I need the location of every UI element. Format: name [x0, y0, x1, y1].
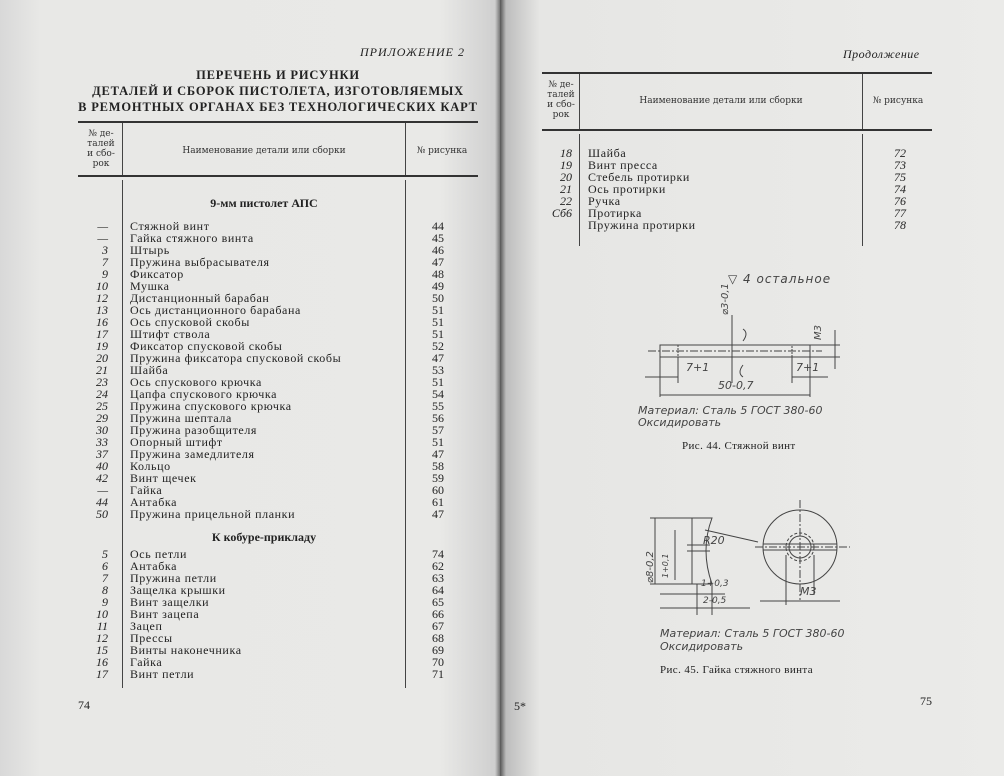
figure-number: 51 — [432, 303, 444, 317]
part-number: 42 — [96, 471, 108, 485]
part-name: Гайка стяжного винта — [130, 231, 254, 245]
part-number: 9 — [102, 267, 108, 281]
part-number: 44 — [96, 495, 108, 509]
part-number: 17 — [96, 327, 108, 341]
part-name: Ось спускового крючка — [130, 375, 262, 389]
figure-number: 49 — [432, 279, 444, 293]
part-name: Стебель протирки — [588, 170, 690, 184]
table-row — [500, 171, 1000, 183]
header-part-name: Наименование детали или сборки — [182, 146, 346, 156]
part-number: 30 — [96, 423, 108, 437]
part-number: 10 — [96, 607, 108, 621]
part-number: 15 — [96, 643, 108, 657]
length-dimension: 50-0,7 — [718, 379, 754, 392]
figure-number: 51 — [432, 375, 444, 389]
figure-number: 72 — [894, 146, 906, 160]
header-part-name: Наименование детали или сборки — [639, 96, 803, 106]
thread-dimension: M3 — [800, 585, 817, 598]
figure-number: 44 — [432, 219, 444, 233]
finish-note: Оксидировать — [660, 640, 744, 653]
right-page — [500, 0, 1004, 776]
table-row — [0, 472, 500, 484]
figure-number: 47 — [432, 507, 444, 521]
table-row — [0, 548, 500, 560]
figure-number: 75 — [894, 170, 906, 184]
thread-dimension: M3 — [813, 325, 824, 340]
part-name: Штырь — [130, 243, 170, 257]
part-number: 29 — [96, 411, 108, 425]
diameter-dimension: ⌀3-0,1 — [720, 283, 731, 315]
table-row — [0, 608, 500, 620]
table-row — [500, 183, 1000, 195]
part-name: Протирка — [588, 206, 642, 220]
part-number: 16 — [96, 315, 108, 329]
figure-number: 47 — [432, 351, 444, 365]
part-number: 20 — [96, 351, 108, 365]
part-name: Пружина петли — [130, 571, 217, 585]
header-figure-number: № рисунка — [416, 146, 468, 156]
table-row — [500, 207, 1000, 219]
part-name: Цапфа спускового крючка — [130, 387, 278, 401]
table-row — [0, 268, 500, 280]
table-row — [0, 560, 500, 572]
table-row — [0, 632, 500, 644]
table-top-rule — [542, 72, 932, 74]
finish-note: Оксидировать — [638, 416, 722, 429]
part-name: Пружина разобщителя — [130, 423, 258, 437]
table-row — [0, 668, 500, 680]
part-number: 33 — [96, 435, 108, 449]
thread-length-left: 7+1 — [686, 361, 710, 374]
part-name: Пружина фиксатора спусковой скобы — [130, 351, 342, 365]
part-name: Антабка — [130, 559, 178, 573]
part-number: 50 — [96, 507, 108, 521]
figure-number: 46 — [432, 243, 444, 257]
part-name: Винт защелки — [130, 595, 210, 609]
part-name: Пружина замедлителя — [130, 447, 255, 461]
figure-number: 77 — [894, 206, 906, 220]
part-name: Антабка — [130, 495, 178, 509]
part-name: Зацеп — [130, 619, 163, 633]
figure-number: 52 — [432, 339, 444, 353]
part-name: Гайка — [130, 483, 163, 497]
figure-number: 71 — [432, 667, 444, 681]
figure-number: 50 — [432, 291, 444, 305]
table-row — [0, 424, 500, 436]
left-page — [0, 0, 500, 776]
material-note: Материал: Сталь 5 ГОСТ 380-60 — [660, 627, 845, 640]
part-name: Шайба — [588, 146, 627, 160]
part-number: 12 — [96, 631, 108, 645]
table-row — [0, 316, 500, 328]
table-row — [0, 584, 500, 596]
material-note: Материал: Сталь 5 ГОСТ 380-60 — [638, 404, 823, 417]
part-name: Защелка крышки — [130, 583, 226, 597]
part-name: Ось спусковой скобы — [130, 315, 250, 329]
part-name: Ось дистанционного барабана — [130, 303, 301, 317]
part-name: Винт пресса — [588, 158, 658, 172]
figure-number: 66 — [432, 607, 444, 621]
part-number: 17 — [96, 667, 108, 681]
table-row — [0, 620, 500, 632]
part-name: Шайба — [130, 363, 169, 377]
table-row — [0, 596, 500, 608]
part-number: 13 — [96, 303, 108, 317]
figure-number: 65 — [432, 595, 444, 609]
part-number: — — [97, 219, 108, 233]
figure-number: 59 — [432, 471, 444, 485]
part-name: Мушка — [130, 279, 170, 293]
part-number: — — [97, 483, 108, 497]
part-number: 9 — [102, 595, 108, 609]
part-number: 16 — [96, 655, 108, 669]
figure-number: 74 — [432, 547, 444, 561]
figure-number: 58 — [432, 459, 444, 473]
part-name: Винты наконечника — [130, 643, 242, 657]
header-part-number: № де- талей и сбо- рок — [87, 129, 115, 169]
figure-number: 60 — [432, 483, 444, 497]
figure-number: 63 — [432, 571, 444, 585]
part-name: Пружина прицельной планки — [130, 507, 296, 521]
figure-number: 56 — [432, 411, 444, 425]
part-name: Пружина протирки — [588, 218, 696, 232]
table-row — [0, 656, 500, 668]
table-row — [0, 448, 500, 460]
section-title-holster: К кобуре-прикладу — [211, 530, 317, 544]
part-name: Дистанционный барабан — [130, 291, 270, 305]
part-number: 3 — [102, 243, 108, 257]
part-name: Пружина шептала — [130, 411, 232, 425]
nut-drawing — [640, 500, 860, 615]
figure-number: 61 — [432, 495, 444, 509]
figure-number: 68 — [432, 631, 444, 645]
figure-number: 78 — [894, 218, 906, 232]
header-part-number: № де- талей и сбо- рок — [547, 80, 575, 120]
part-name: Штифт ствола — [130, 327, 211, 341]
figure-number: 51 — [432, 315, 444, 329]
figure-number: 76 — [894, 194, 906, 208]
figure-number: 74 — [894, 182, 906, 196]
page-number: 74 — [78, 698, 90, 712]
part-number: — — [97, 231, 108, 245]
figure-number: 45 — [432, 231, 444, 245]
part-name: Пружина спускового крючка — [130, 399, 292, 413]
part-name: Фиксатор — [130, 267, 184, 281]
table-header-rule — [78, 175, 478, 177]
figure-number: 64 — [432, 583, 444, 597]
figure-number: 70 — [432, 655, 444, 669]
part-number: 23 — [96, 375, 108, 389]
figure-number: 47 — [432, 447, 444, 461]
page-number: 75 — [920, 694, 932, 708]
figure-number: 48 — [432, 267, 444, 281]
figure-caption: Рис. 45. Гайка стяжного винта — [660, 664, 814, 676]
table-row — [500, 147, 1000, 159]
figure-number: 67 — [432, 619, 444, 633]
part-number: 37 — [96, 447, 108, 461]
part-number: 7 — [102, 571, 108, 585]
part-number: Сб6 — [551, 206, 572, 220]
figure-number: 62 — [432, 559, 444, 573]
table-row — [500, 219, 1000, 231]
signature-mark: 5* — [514, 699, 526, 713]
part-name: Кольцо — [130, 459, 171, 473]
part-number: 6 — [102, 559, 108, 573]
table-row — [0, 232, 500, 244]
part-number: 24 — [96, 387, 108, 401]
appendix-label: ПРИЛОЖЕНИЕ 2 — [360, 45, 465, 59]
part-name: Прессы — [130, 631, 173, 645]
part-name: Ручка — [588, 194, 621, 208]
table-row — [0, 484, 500, 496]
table-row — [0, 352, 500, 364]
figure-number: 73 — [894, 158, 906, 172]
table-row — [0, 460, 500, 472]
part-name: Пружина выбрасывателя — [130, 255, 270, 269]
roughness-note: ▽ 4 остальное — [728, 272, 832, 286]
part-number: 18 — [560, 146, 572, 160]
part-number: 5 — [102, 547, 108, 561]
part-number: 21 — [96, 363, 108, 377]
table-row — [500, 159, 1000, 171]
radius-dimension: R20 — [703, 534, 725, 547]
figure-caption: Рис. 44. Стяжной винт — [682, 440, 796, 452]
figure-number: 51 — [432, 435, 444, 449]
title-line-3: В РЕМОНТНЫХ ОРГАНАХ БЕЗ ТЕХНОЛОГИЧЕСКИХ КАРТ — [78, 100, 478, 114]
table-row — [0, 572, 500, 584]
part-number: 19 — [560, 158, 572, 172]
part-name: Стяжной винт — [130, 219, 210, 233]
figure-number: 47 — [432, 255, 444, 269]
part-name: Винт зацепа — [130, 607, 200, 621]
part-number: 8 — [102, 583, 108, 597]
part-name: Винт петли — [130, 667, 195, 681]
diameter-dimension: ⌀8-0,2 — [645, 551, 656, 583]
figure-number: 69 — [432, 643, 444, 657]
part-name: Фиксатор спусковой скобы — [130, 339, 283, 353]
table-top-rule — [78, 121, 478, 123]
table-row — [0, 644, 500, 656]
slot-depth-dimension: 1+0,3 — [701, 579, 729, 589]
figure-number: 57 — [432, 423, 444, 437]
part-number: 10 — [96, 279, 108, 293]
table-row — [0, 400, 500, 412]
part-number: 20 — [560, 170, 572, 184]
part-number: 7 — [102, 255, 108, 269]
section-title-pistol: 9-мм пистолет АПС — [210, 196, 318, 210]
title-line-2: ДЕТАЛЕЙ И СБОРОК ПИСТОЛЕТА, ИЗГОТОВЛЯЕМЫХ — [92, 84, 464, 98]
part-name: Опорный штифт — [130, 435, 223, 449]
table-header-rule — [542, 129, 932, 131]
continuation-label: Продолжение — [843, 47, 920, 61]
header-figure-number: № рисунка — [872, 96, 924, 106]
figure-number: 51 — [432, 327, 444, 341]
part-name: Ось протирки — [588, 182, 666, 196]
part-number: 21 — [560, 182, 572, 196]
figure-number: 53 — [432, 363, 444, 377]
figure-number: 54 — [432, 387, 444, 401]
figure-number: 55 — [432, 399, 444, 413]
part-number: 25 — [96, 399, 108, 413]
title-line-1: ПЕРЕЧЕНЬ И РИСУНКИ — [196, 68, 360, 82]
table-row — [0, 508, 500, 520]
part-number: 11 — [96, 619, 108, 633]
part-number: 19 — [96, 339, 108, 353]
part-number: 22 — [560, 194, 572, 208]
table-row — [500, 195, 1000, 207]
table-row — [0, 256, 500, 268]
part-number: 40 — [96, 459, 108, 473]
table-row — [0, 304, 500, 316]
slot-width-dimension: 1+0,1 — [661, 553, 670, 578]
part-name: Винт щечек — [130, 471, 197, 485]
part-number: 12 — [96, 291, 108, 305]
part-name: Гайка — [130, 655, 163, 669]
part-name: Ось петли — [130, 547, 187, 561]
thread-length-right: 7+1 — [796, 361, 820, 374]
thickness-dimension: 2-0,5 — [703, 596, 727, 606]
